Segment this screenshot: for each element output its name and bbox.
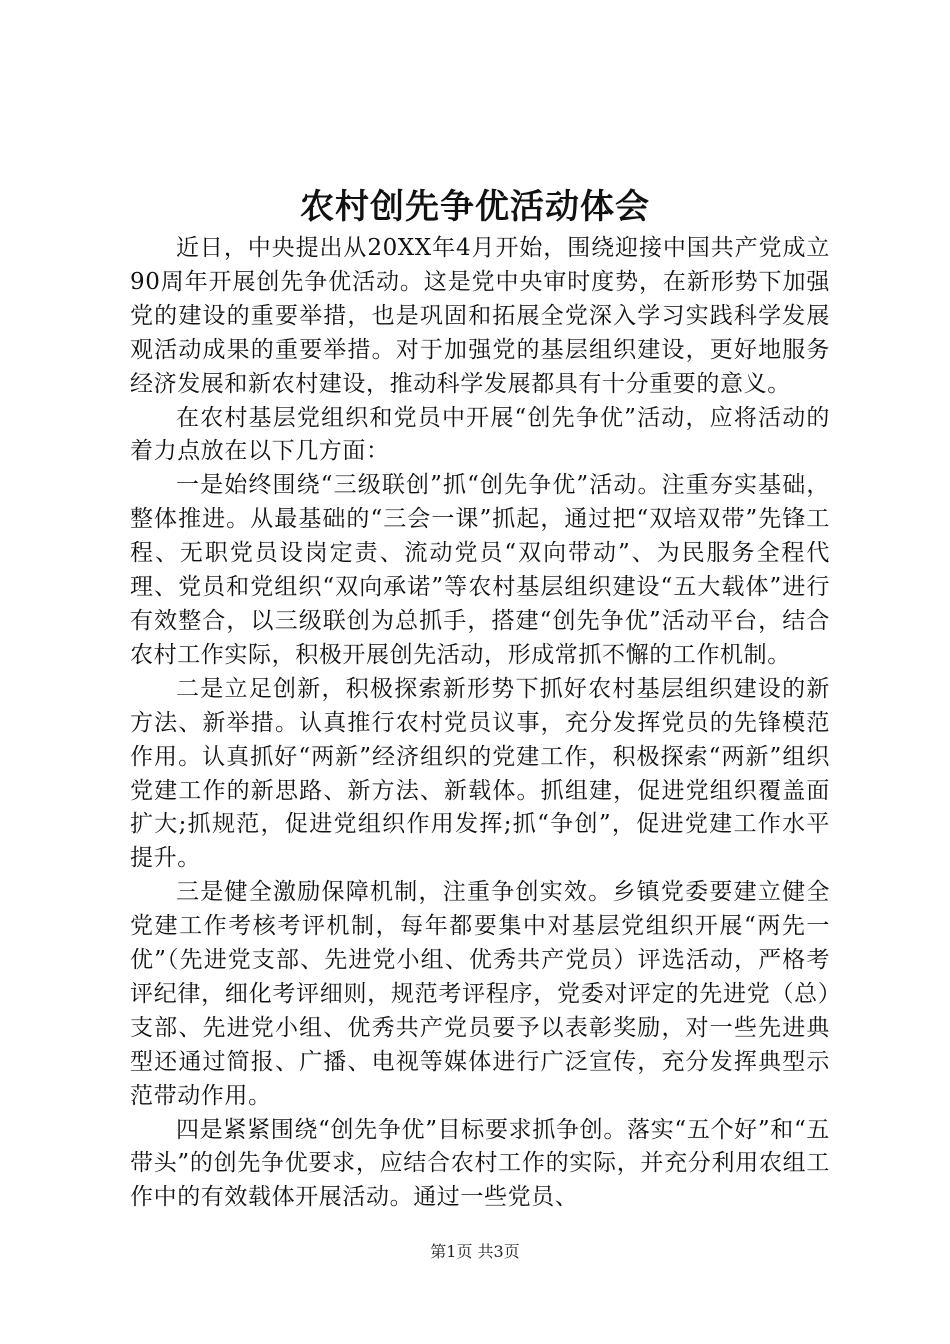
page-footer: [0, 1240, 950, 1264]
paragraph-point-two: 二是立足创新，积极探索新形势下抓好农村基层组织建设的新方法、新举措。认真推行农村党员议事，充分发挥党员的先锋模范作用。认真抓好“两新”经济组织的党建工作，积极探索“两新”组织党建工作的新思路、新方法、新载体。抓组建，促进党组织覆盖面扩大;抓规范，促进党组织作用发挥;抓“争创”，促进党建工作水平提升。: [130, 675, 830, 872]
paragraph-intro: 近日，中央提出从20XX年4月开始，围绕迎接中国共产党成立90周年开展创先争优活动。这是党中央审时度势，在新形势下加强党的建设的重要举措，也是巩固和拓展全党深入学习实践科学发展观活动成果的重要举措。对于加强党的基层组织建设，更好地服务经济发展和新农村建设，推动科学发展都具有十分重要的意义。: [130, 235, 830, 397]
paragraph-focus: 在农村基层党组织和党员中开展“创先争优”活动，应将活动的着力点放在以下几方面：: [130, 404, 830, 465]
page-indicator: 第1页 共3页: [430, 1242, 520, 1261]
document-title: 农村创先争优活动体会: [300, 187, 650, 227]
paragraph-point-four: 四是紧紧围绕“创先争优”目标要求抓争创。落实“五个好”和“五带头”的创先争优要求，应结合农村工作的实际，并充分利用农组工作中的有效载体开展活动。通过一些党员、: [130, 1116, 830, 1211]
paragraph-point-one: 一是始终围绕“三级联创”抓“创先争优”活动。注重夯实基础，整体推进。从最基础的“三会一课”抓起，通过把“双培双带”先锋工程、无职党员设岗定责、流动党员“双向带动”、为民服务全程代理、党员和党组织“双向承诺”等农村基层组织建设“五大载体”进行有效整合，以三级联创为总抓手，搭建“创先争优”活动平台，结合农村工作实际，积极开展创先活动，形成常抓不懈的工作机制。: [130, 472, 830, 668]
paragraph-point-three: 三是健全激励保障机制，注重争创实效。乡镇党委要建立健全党建工作考核考评机制，每年都要集中对基层党组织开展“两先一优”（先进党支部、先进党小组、优秀共产党员）评选活动，严格考评纪律，细化考评细则，规范考评程序，党委对评定的先进党（总）支部、先进党小组、优秀共产党员要予以表彰奖励，对一些先进典型还通过简报、广播、电视等媒体进行广泛宣传，充分发挥典型示范带动作用。: [130, 879, 830, 1109]
document-body: [130, 232, 830, 1215]
